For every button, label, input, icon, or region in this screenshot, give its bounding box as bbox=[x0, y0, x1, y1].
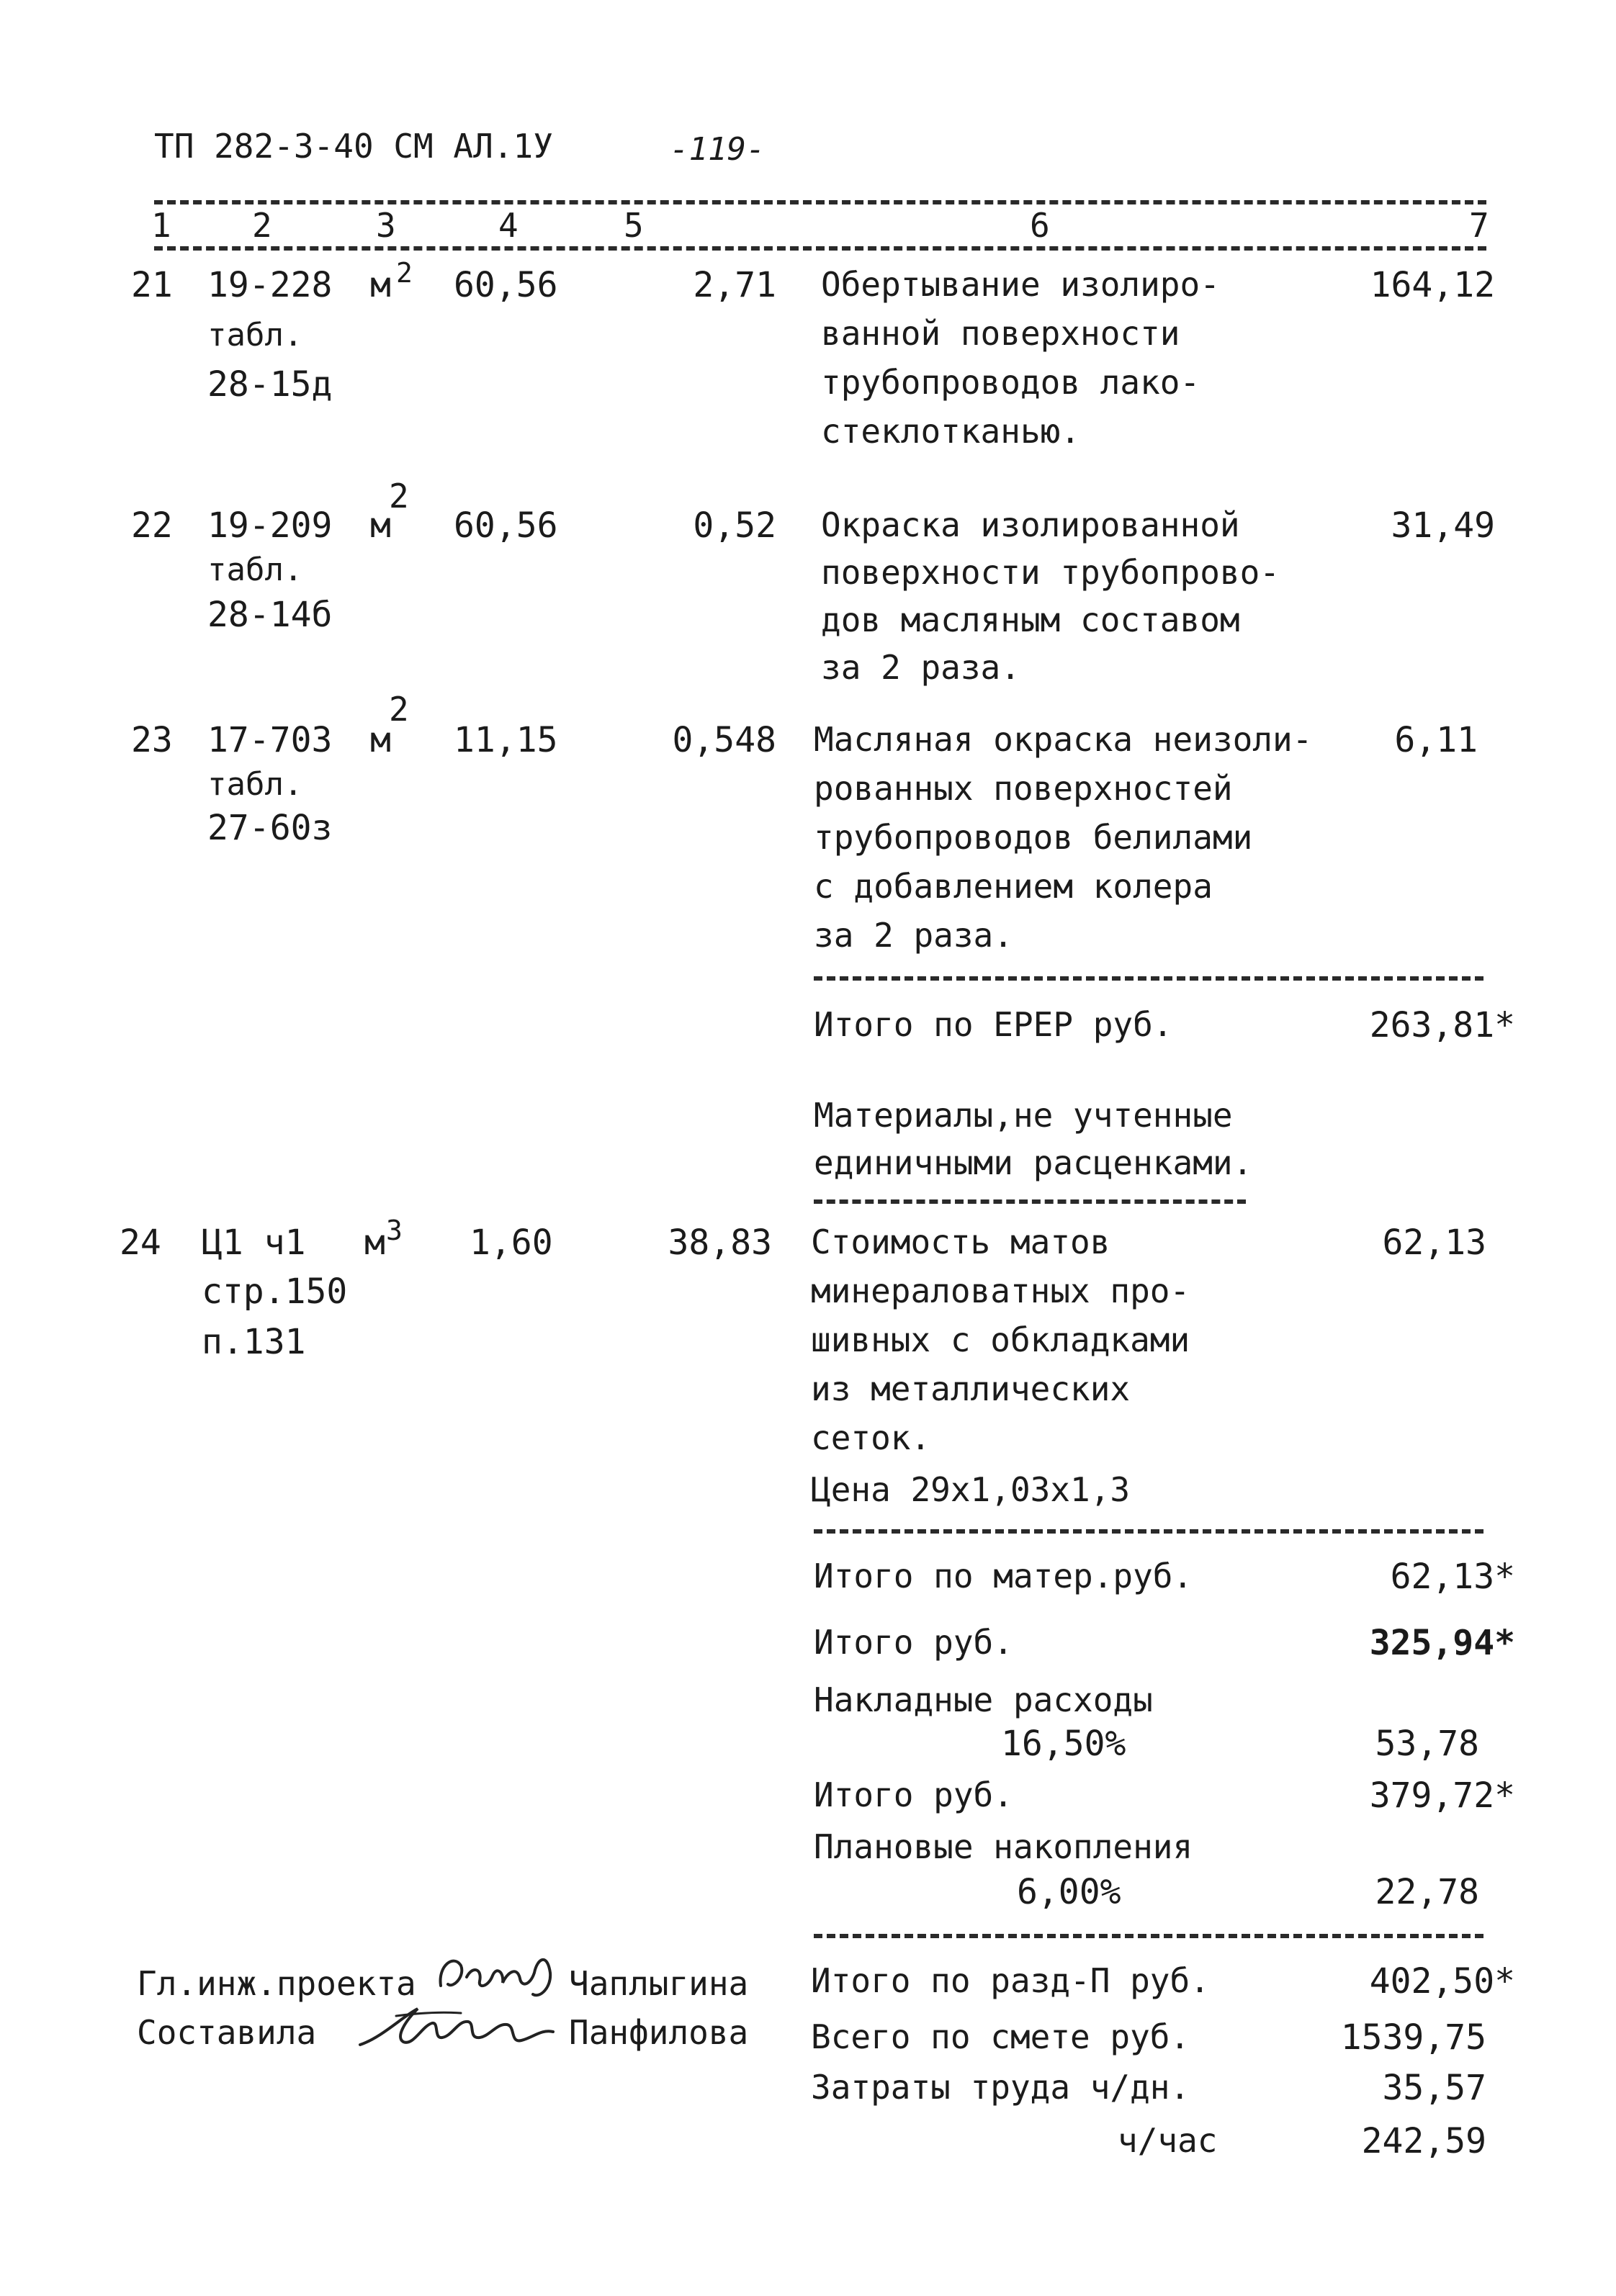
overhead-label: Накладные расходы bbox=[814, 1680, 1153, 1719]
row-quantity: 60,56 bbox=[454, 265, 558, 305]
chief-engineer-role: Гл.инж.проекта bbox=[137, 1964, 416, 2003]
row-unit-price: 2,71 bbox=[693, 265, 776, 305]
row-ref-table: табл. bbox=[207, 766, 303, 803]
overhead-value: 53,78 bbox=[1375, 1724, 1479, 1764]
row-description-line: трубопроводов белилами bbox=[814, 818, 1253, 857]
row-ref-code: 19-228 bbox=[207, 265, 333, 305]
labor-days-label: Затраты труда ч/дн. bbox=[811, 2068, 1190, 2107]
planned-label: Плановые накопления bbox=[814, 1827, 1193, 1866]
col-header-2: 2 bbox=[252, 206, 272, 245]
subtotal-erer-label: Итого по ЕРЕР руб. bbox=[814, 1005, 1173, 1044]
row-ref-number: 28-15д bbox=[207, 364, 333, 405]
row-total: 62,13 bbox=[1382, 1223, 1486, 1263]
col-header-1: 1 bbox=[151, 206, 171, 245]
col-header-7: 7 bbox=[1469, 206, 1489, 245]
planned-value: 22,78 bbox=[1375, 1872, 1479, 1912]
row-description-line: за 2 раза. bbox=[821, 648, 1020, 687]
row-unit: м bbox=[370, 265, 391, 305]
row-unit: м bbox=[370, 720, 391, 760]
row-description-line: дов масляным составом bbox=[821, 600, 1240, 639]
header-top-rule bbox=[154, 200, 1486, 204]
row-number: 22 bbox=[131, 505, 173, 546]
row-description-line: Стоимость матов bbox=[811, 1223, 1110, 1261]
header-bottom-rule bbox=[154, 246, 1486, 251]
overhead-rate: 16,50% bbox=[1001, 1724, 1126, 1764]
page-number: -119- bbox=[670, 131, 766, 168]
row-number: 23 bbox=[131, 720, 173, 760]
total-2-label: Итого руб. bbox=[814, 1775, 1013, 1814]
grand-total-value: 1539,75 bbox=[1340, 2017, 1486, 2058]
col-header-5: 5 bbox=[624, 206, 644, 245]
total-1-value: 325,94* bbox=[1369, 1623, 1515, 1663]
row-ref-code: Ц1 ч1 bbox=[202, 1223, 306, 1263]
col-header-6: 6 bbox=[1030, 206, 1050, 245]
planned-rate: 6,00% bbox=[1017, 1872, 1121, 1912]
materials-note-line: Материалы,не учтенные bbox=[814, 1096, 1233, 1135]
author-signature-icon bbox=[353, 1994, 562, 2059]
row-quantity: 60,56 bbox=[454, 505, 558, 546]
row-description-line: ванной поверхности bbox=[821, 314, 1180, 353]
row-description-line: шивных с обкладками bbox=[811, 1320, 1190, 1359]
row-ref-table: табл. bbox=[207, 317, 303, 354]
row-ref-item: п.131 bbox=[202, 1322, 306, 1362]
row-quantity: 11,15 bbox=[454, 720, 558, 760]
col-header-4: 4 bbox=[498, 206, 519, 245]
row-ref-page: стр.150 bbox=[202, 1271, 348, 1312]
total-1-label: Итого руб. bbox=[814, 1623, 1013, 1662]
labor-hours-value: 242,59 bbox=[1361, 2121, 1486, 2161]
row-unit: м bbox=[364, 1223, 385, 1263]
row-unit-exponent: 2 bbox=[389, 690, 409, 729]
row-unit-exponent: 2 bbox=[389, 477, 409, 516]
col-header-3: 3 bbox=[376, 206, 396, 245]
row-total: 164,12 bbox=[1370, 265, 1495, 305]
row-description-line: с добавлением колера bbox=[814, 867, 1213, 906]
row-ref-table: табл. bbox=[207, 552, 303, 588]
grand-total-label: Всего по смете руб. bbox=[811, 2017, 1190, 2056]
section-total-value: 402,50* bbox=[1369, 1961, 1515, 2002]
materials-note-line: единичными расценками. bbox=[814, 1143, 1253, 1182]
labor-hours-label: ч/час bbox=[1118, 2121, 1218, 2160]
row-total: 31,49 bbox=[1391, 505, 1495, 546]
row-number: 21 bbox=[131, 265, 173, 305]
author-name: Панфилова bbox=[569, 2013, 749, 2052]
subtotal-erer-value: 263,81* bbox=[1369, 1005, 1515, 1045]
section-total-label: Итого по разд-П руб. bbox=[811, 1961, 1210, 2000]
row-ref-code: 17-703 bbox=[207, 720, 333, 760]
labor-days-value: 35,57 bbox=[1382, 2068, 1486, 2108]
totals-rule bbox=[814, 1529, 1483, 1534]
row-ref-code: 19-209 bbox=[207, 505, 333, 546]
row-description-line: за 2 раза. bbox=[814, 916, 1013, 955]
row-description-line: поверхности трубопрово- bbox=[821, 553, 1280, 592]
author-role: Составила bbox=[137, 2013, 317, 2052]
row-description-line: трубопроводов лако- bbox=[821, 363, 1200, 402]
row-description-line: минераловатных про- bbox=[811, 1271, 1190, 1310]
chief-engineer-name: Чаплыгина bbox=[569, 1964, 749, 2003]
row-description-line: сеток. bbox=[811, 1418, 931, 1457]
total-2-value: 379,72* bbox=[1369, 1775, 1515, 1816]
row-description-line: Обертывание изолиро- bbox=[821, 265, 1220, 304]
row-unit-exponent: 3 bbox=[386, 1215, 403, 1246]
row-total: 6,11 bbox=[1394, 720, 1478, 760]
row-unit-exponent: 2 bbox=[396, 257, 413, 289]
total-materials-label: Итого по матер.руб. bbox=[814, 1557, 1193, 1595]
row-unit: м bbox=[370, 505, 391, 546]
row-unit-price: 38,83 bbox=[668, 1223, 772, 1263]
row-ref-number: 28-14б bbox=[207, 595, 333, 635]
row-unit-price: 0,52 bbox=[693, 505, 776, 546]
row-quantity: 1,60 bbox=[470, 1223, 553, 1263]
materials-note-rule bbox=[814, 1199, 1246, 1204]
total-materials-value: 62,13* bbox=[1390, 1557, 1515, 1597]
row-description-line: стеклотканью. bbox=[821, 412, 1081, 451]
price-note: Цена 29х1,03х1,3 bbox=[811, 1470, 1131, 1509]
row-description-line: рованных поверхностей bbox=[814, 769, 1233, 808]
section-rule bbox=[814, 1934, 1483, 1938]
row-description-line: Окраска изолированной bbox=[821, 505, 1240, 544]
row-description-line: из металлических bbox=[811, 1369, 1131, 1408]
row-ref-number: 27-60з bbox=[207, 808, 333, 848]
subtotal-rule bbox=[814, 976, 1483, 981]
row-unit-price: 0,548 bbox=[672, 720, 776, 760]
row-number: 24 bbox=[120, 1223, 161, 1263]
row-description-line: Масляная окраска неизоли- bbox=[814, 720, 1313, 759]
document-code: ТП 282-3-40 СМ АЛ.1У bbox=[154, 127, 553, 166]
